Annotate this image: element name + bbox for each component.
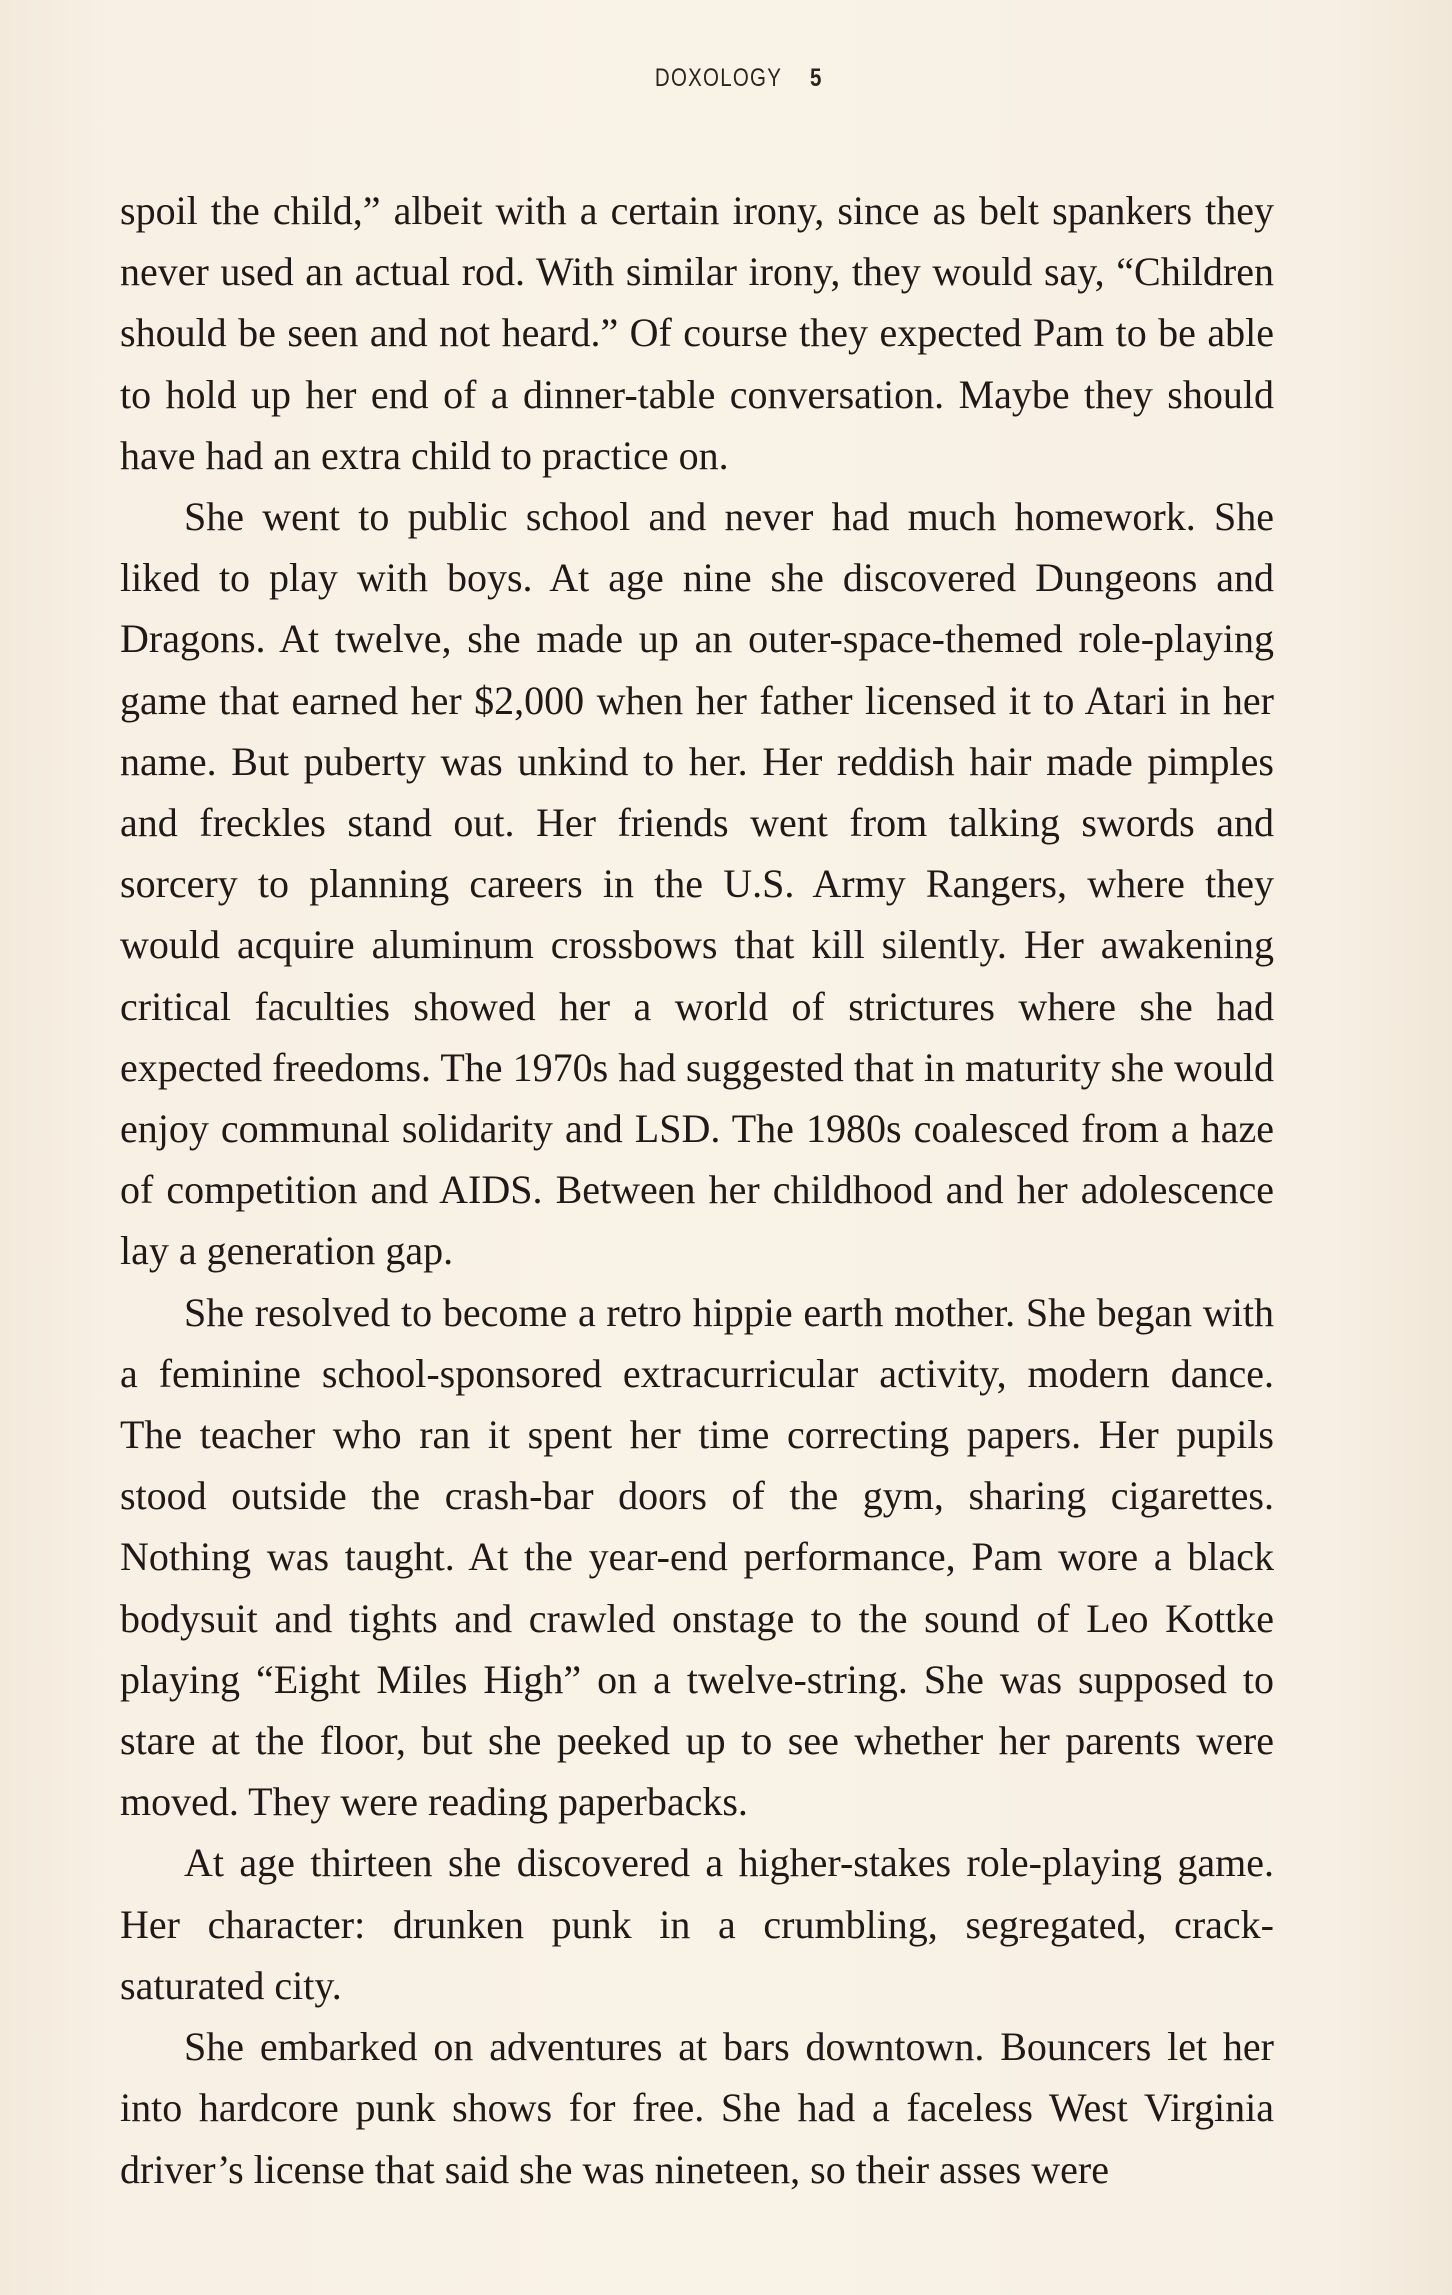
paragraph-1: spoil the child,” albeit with a certain irony, since as belt spankers they never used an actual rod. With similar irony, they would say, “Children should be seen and not heard.” Of course they expected Pam to be able to hold up her end of a dinner-table conversation. Maybe they should have had an extra child to practice on. xyxy=(120,188,1274,478)
paragraph-4: At age thirteen she discovered a higher-stakes role-playing game. Her character: drunken punk in a crumbling, segregated, crack-saturated city. xyxy=(120,1840,1274,2008)
running-head-title: DOXOLOGY xyxy=(655,64,783,92)
paragraph-2: She went to public school and never had much homework. She liked to play with boys. At age nine she discovered Dungeons and Dragons. At twelve, she made up an outer-space-themed role-playing game that earned her $2,000 when her father licensed it to Atari in her name. But puberty was unkind to her. Her reddish hair made pimples and freckles stand out. Her friends went from talking swords and sorcery to planning careers in the U.S. Army Rangers, where they would acquire aluminum crossbows that kill silently. Her awakening critical faculties showed her a world of strictures where she had expected freedoms. The 1970s had suggested that in maturity she would enjoy communal solidarity and LSD. The 1980s coalesced from a haze of competition and AIDS. Between her childhood and her adolescence lay a generation gap. xyxy=(120,494,1274,1274)
paragraph-3: She resolved to become a retro hippie earth mother. She began with a feminine school-sponsored extracurricular activity, modern dance. The teacher who ran it spent her time correcting papers. Her pupils stood outside the crash-bar doors of the gym, sharing cigarettes. Nothing was taught. At the year-end performance, Pam wore a black bodysuit and tights and crawled onstage to the sound of Leo Kottke playing “Eight Miles High” on a twelve-string. She was supposed to stare at the floor, but she peeked up to see whether her parents were moved. They were reading paperbacks. xyxy=(120,1289,1274,1825)
page-number: 5 xyxy=(809,64,823,92)
paragraph-5: She embarked on adventures at bars downtown. Bouncers let her into hardcore punk shows for free. She had a faceless West Virginia driver’s license that said she was nineteen, so their asses were xyxy=(120,2024,1274,2192)
running-head xyxy=(0,64,1452,93)
body-text xyxy=(120,180,1274,2200)
